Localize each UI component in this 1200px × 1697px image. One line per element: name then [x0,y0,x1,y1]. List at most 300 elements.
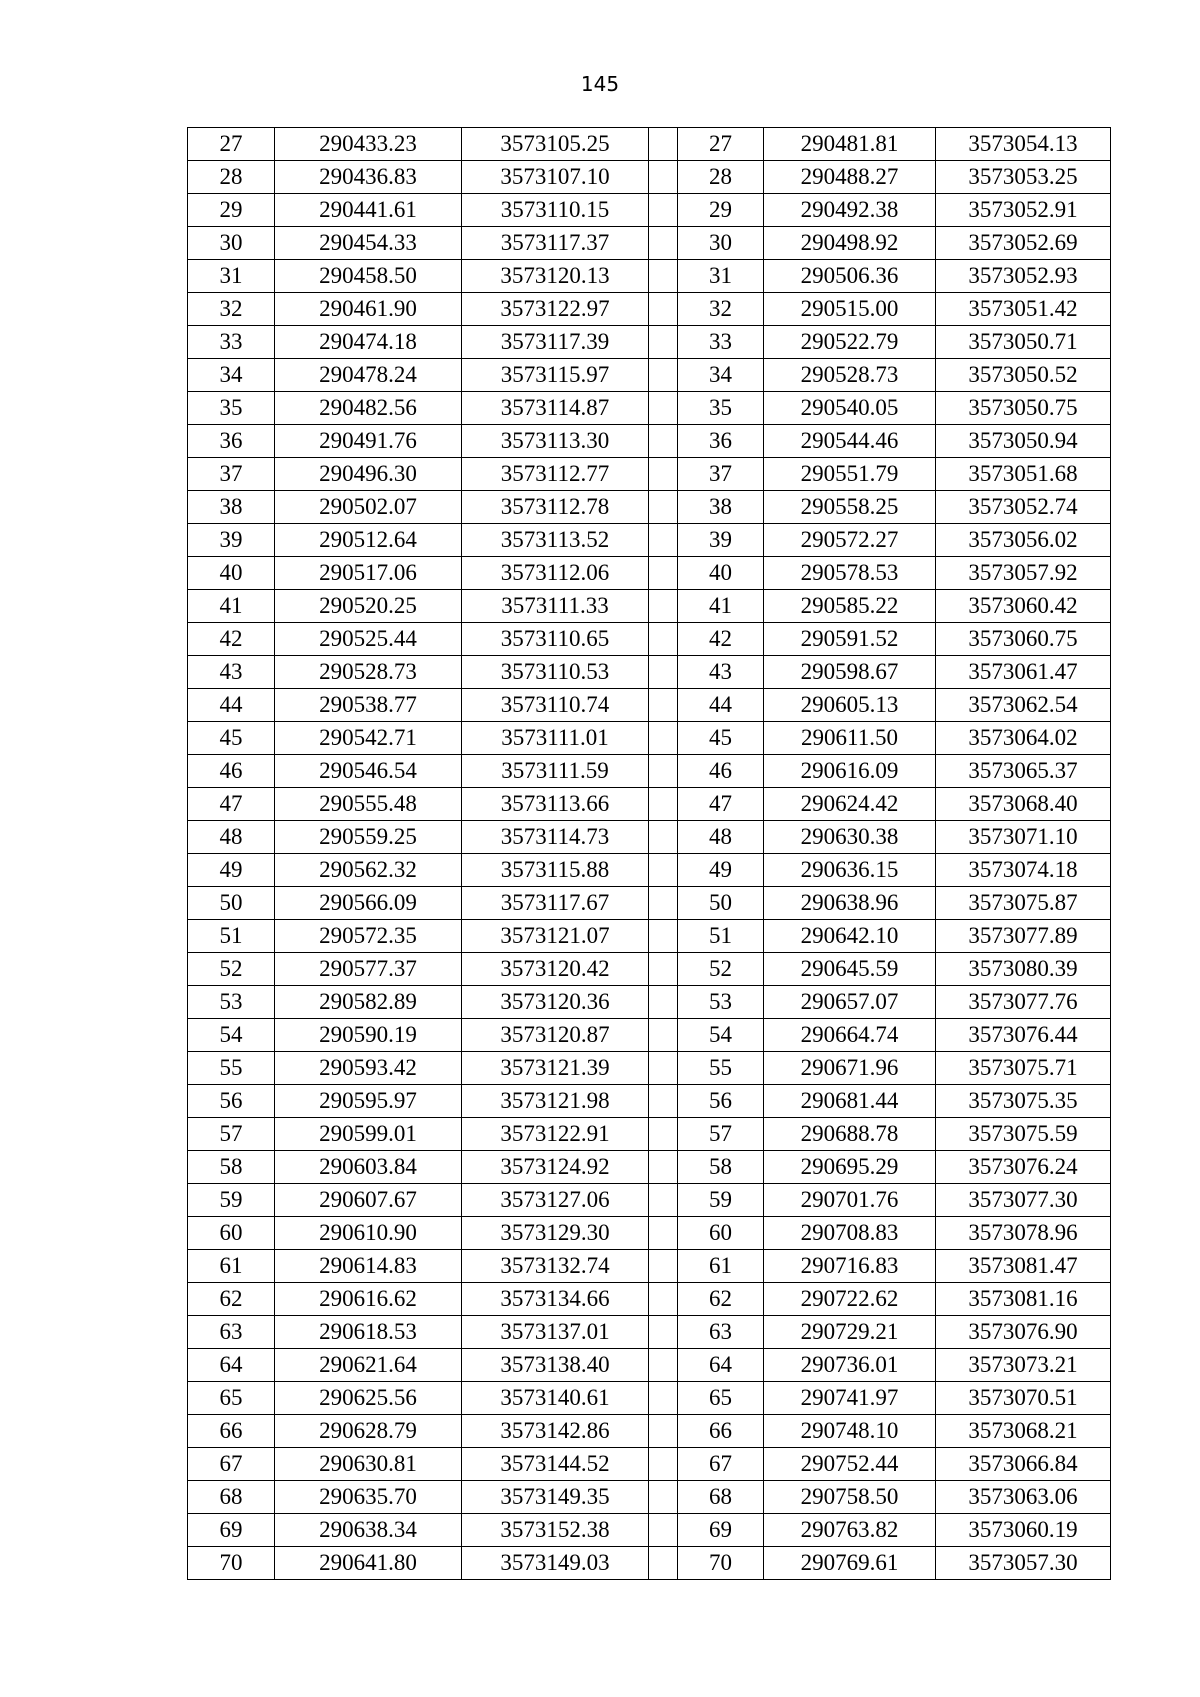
right-x-coordinate: 290657.07 [764,986,936,1019]
left-x-coordinate: 290436.83 [275,161,462,194]
left-y-coordinate: 3573121.39 [462,1052,649,1085]
table-row [188,788,1111,821]
right-x-coordinate: 290681.44 [764,1085,936,1118]
left-point-number: 27 [188,128,275,161]
right-x-coordinate: 290763.82 [764,1514,936,1547]
left-point-number: 29 [188,194,275,227]
column-gap [649,821,678,854]
right-point-number: 70 [678,1547,764,1580]
left-y-coordinate: 3573121.98 [462,1085,649,1118]
left-x-coordinate: 290610.90 [275,1217,462,1250]
left-y-coordinate: 3573137.01 [462,1316,649,1349]
right-x-coordinate: 290701.76 [764,1184,936,1217]
right-x-coordinate: 290506.36 [764,260,936,293]
column-gap [649,326,678,359]
table-row [188,557,1111,590]
left-x-coordinate: 290582.89 [275,986,462,1019]
left-y-coordinate: 3573111.33 [462,590,649,623]
left-y-coordinate: 3573144.52 [462,1448,649,1481]
column-gap [649,260,678,293]
column-gap [649,1085,678,1118]
table-row [188,722,1111,755]
table-row [188,392,1111,425]
left-point-number: 55 [188,1052,275,1085]
left-x-coordinate: 290638.34 [275,1514,462,1547]
left-x-coordinate: 290603.84 [275,1151,462,1184]
column-gap [649,128,678,161]
left-point-number: 35 [188,392,275,425]
column-gap [649,590,678,623]
left-x-coordinate: 290542.71 [275,722,462,755]
table-row [188,1019,1111,1052]
right-x-coordinate: 290729.21 [764,1316,936,1349]
column-gap [649,1052,678,1085]
table-row [188,1316,1111,1349]
column-gap [649,359,678,392]
left-x-coordinate: 290595.97 [275,1085,462,1118]
left-x-coordinate: 290502.07 [275,491,462,524]
column-gap [649,458,678,491]
table-row [188,1415,1111,1448]
right-x-coordinate: 290664.74 [764,1019,936,1052]
left-point-number: 65 [188,1382,275,1415]
right-y-coordinate: 3573050.71 [936,326,1111,359]
left-point-number: 32 [188,293,275,326]
left-y-coordinate: 3573110.15 [462,194,649,227]
right-y-coordinate: 3573081.47 [936,1250,1111,1283]
right-point-number: 29 [678,194,764,227]
right-y-coordinate: 3573066.84 [936,1448,1111,1481]
table-row [188,590,1111,623]
left-x-coordinate: 290577.37 [275,953,462,986]
right-x-coordinate: 290488.27 [764,161,936,194]
right-point-number: 57 [678,1118,764,1151]
left-x-coordinate: 290461.90 [275,293,462,326]
column-gap [649,1481,678,1514]
left-x-coordinate: 290517.06 [275,557,462,590]
right-point-number: 55 [678,1052,764,1085]
right-x-coordinate: 290515.00 [764,293,936,326]
right-point-number: 49 [678,854,764,887]
left-point-number: 30 [188,227,275,260]
right-point-number: 32 [678,293,764,326]
left-x-coordinate: 290614.83 [275,1250,462,1283]
right-y-coordinate: 3573057.30 [936,1547,1111,1580]
table-row [188,953,1111,986]
column-gap [649,1283,678,1316]
right-x-coordinate: 290544.46 [764,425,936,458]
left-point-number: 57 [188,1118,275,1151]
table-row [188,854,1111,887]
left-y-coordinate: 3573120.36 [462,986,649,1019]
left-x-coordinate: 290616.62 [275,1283,462,1316]
right-point-number: 46 [678,755,764,788]
left-point-number: 38 [188,491,275,524]
table-row [188,524,1111,557]
column-gap [649,1019,678,1052]
right-y-coordinate: 3573077.89 [936,920,1111,953]
right-y-coordinate: 3573075.71 [936,1052,1111,1085]
right-point-number: 68 [678,1481,764,1514]
column-gap [649,1118,678,1151]
left-y-coordinate: 3573117.37 [462,227,649,260]
right-x-coordinate: 290736.01 [764,1349,936,1382]
right-y-coordinate: 3573060.42 [936,590,1111,623]
right-point-number: 44 [678,689,764,722]
right-point-number: 60 [678,1217,764,1250]
left-y-coordinate: 3573117.39 [462,326,649,359]
left-y-coordinate: 3573140.61 [462,1382,649,1415]
left-x-coordinate: 290512.64 [275,524,462,557]
right-point-number: 47 [678,788,764,821]
right-point-number: 38 [678,491,764,524]
right-y-coordinate: 3573070.51 [936,1382,1111,1415]
left-x-coordinate: 290628.79 [275,1415,462,1448]
left-x-coordinate: 290525.44 [275,623,462,656]
right-point-number: 33 [678,326,764,359]
table-row [188,1151,1111,1184]
right-x-coordinate: 290752.44 [764,1448,936,1481]
right-point-number: 64 [678,1349,764,1382]
table-row [188,359,1111,392]
table-row [188,491,1111,524]
left-y-coordinate: 3573117.67 [462,887,649,920]
page-number: 145 [580,72,620,96]
right-y-coordinate: 3573075.59 [936,1118,1111,1151]
right-y-coordinate: 3573074.18 [936,854,1111,887]
left-point-number: 66 [188,1415,275,1448]
right-x-coordinate: 290636.15 [764,854,936,887]
left-x-coordinate: 290491.76 [275,425,462,458]
left-point-number: 63 [188,1316,275,1349]
column-gap [649,1382,678,1415]
right-x-coordinate: 290605.13 [764,689,936,722]
right-point-number: 66 [678,1415,764,1448]
left-x-coordinate: 290441.61 [275,194,462,227]
table-row [188,1481,1111,1514]
left-x-coordinate: 290593.42 [275,1052,462,1085]
right-point-number: 65 [678,1382,764,1415]
column-gap [649,1415,678,1448]
column-gap [649,161,678,194]
table-row [188,920,1111,953]
left-point-number: 62 [188,1283,275,1316]
table-row [188,1085,1111,1118]
table-row [188,887,1111,920]
column-gap [649,887,678,920]
right-x-coordinate: 290528.73 [764,359,936,392]
left-x-coordinate: 290458.50 [275,260,462,293]
left-point-number: 53 [188,986,275,1019]
left-x-coordinate: 290599.01 [275,1118,462,1151]
left-y-coordinate: 3573113.30 [462,425,649,458]
left-x-coordinate: 290562.32 [275,854,462,887]
column-gap [649,557,678,590]
coordinate-table-body [188,128,1111,1580]
column-gap [649,1184,678,1217]
left-point-number: 39 [188,524,275,557]
right-point-number: 59 [678,1184,764,1217]
column-gap [649,1316,678,1349]
right-point-number: 36 [678,425,764,458]
right-y-coordinate: 3573052.91 [936,194,1111,227]
column-gap [649,755,678,788]
right-x-coordinate: 290591.52 [764,623,936,656]
left-x-coordinate: 290590.19 [275,1019,462,1052]
left-y-coordinate: 3573152.38 [462,1514,649,1547]
left-y-coordinate: 3573127.06 [462,1184,649,1217]
table-row [188,689,1111,722]
right-y-coordinate: 3573050.94 [936,425,1111,458]
right-y-coordinate: 3573068.40 [936,788,1111,821]
left-y-coordinate: 3573122.91 [462,1118,649,1151]
left-y-coordinate: 3573110.53 [462,656,649,689]
left-y-coordinate: 3573107.10 [462,161,649,194]
table-row [188,623,1111,656]
table-row [188,293,1111,326]
right-point-number: 52 [678,953,764,986]
right-point-number: 31 [678,260,764,293]
right-point-number: 40 [678,557,764,590]
right-y-coordinate: 3573050.75 [936,392,1111,425]
right-point-number: 51 [678,920,764,953]
left-y-coordinate: 3573122.97 [462,293,649,326]
right-point-number: 48 [678,821,764,854]
right-y-coordinate: 3573075.35 [936,1085,1111,1118]
column-gap [649,1349,678,1382]
column-gap [649,656,678,689]
left-y-coordinate: 3573113.52 [462,524,649,557]
left-point-number: 43 [188,656,275,689]
column-gap [649,986,678,1019]
right-point-number: 28 [678,161,764,194]
left-x-coordinate: 290635.70 [275,1481,462,1514]
table-row [188,1283,1111,1316]
left-y-coordinate: 3573110.74 [462,689,649,722]
table-row [188,1052,1111,1085]
left-x-coordinate: 290559.25 [275,821,462,854]
column-gap [649,1448,678,1481]
right-point-number: 43 [678,656,764,689]
column-gap [649,1151,678,1184]
right-point-number: 37 [678,458,764,491]
right-y-coordinate: 3573077.30 [936,1184,1111,1217]
table-row [188,1118,1111,1151]
left-point-number: 51 [188,920,275,953]
left-y-coordinate: 3573110.65 [462,623,649,656]
column-gap [649,788,678,821]
right-point-number: 39 [678,524,764,557]
right-y-coordinate: 3573077.76 [936,986,1111,1019]
left-y-coordinate: 3573112.78 [462,491,649,524]
left-point-number: 48 [188,821,275,854]
table-row [188,1349,1111,1382]
left-x-coordinate: 290478.24 [275,359,462,392]
right-point-number: 27 [678,128,764,161]
left-y-coordinate: 3573115.88 [462,854,649,887]
right-x-coordinate: 290671.96 [764,1052,936,1085]
right-x-coordinate: 290748.10 [764,1415,936,1448]
left-point-number: 52 [188,953,275,986]
right-x-coordinate: 290585.22 [764,590,936,623]
right-point-number: 42 [678,623,764,656]
table-row [188,1250,1111,1283]
column-gap [649,491,678,524]
right-x-coordinate: 290758.50 [764,1481,936,1514]
left-point-number: 33 [188,326,275,359]
left-x-coordinate: 290528.73 [275,656,462,689]
left-y-coordinate: 3573114.73 [462,821,649,854]
left-point-number: 68 [188,1481,275,1514]
right-x-coordinate: 290551.79 [764,458,936,491]
right-x-coordinate: 290558.25 [764,491,936,524]
column-gap [649,1514,678,1547]
right-point-number: 56 [678,1085,764,1118]
column-gap [649,1217,678,1250]
right-y-coordinate: 3573054.13 [936,128,1111,161]
left-x-coordinate: 290482.56 [275,392,462,425]
left-y-coordinate: 3573124.92 [462,1151,649,1184]
left-point-number: 31 [188,260,275,293]
left-y-coordinate: 3573114.87 [462,392,649,425]
right-y-coordinate: 3573078.96 [936,1217,1111,1250]
right-y-coordinate: 3573052.74 [936,491,1111,524]
table-row [188,128,1111,161]
right-y-coordinate: 3573052.93 [936,260,1111,293]
left-point-number: 28 [188,161,275,194]
left-point-number: 67 [188,1448,275,1481]
right-x-coordinate: 290522.79 [764,326,936,359]
right-point-number: 53 [678,986,764,1019]
left-x-coordinate: 290496.30 [275,458,462,491]
right-y-coordinate: 3573056.02 [936,524,1111,557]
left-x-coordinate: 290555.48 [275,788,462,821]
left-y-coordinate: 3573149.03 [462,1547,649,1580]
left-x-coordinate: 290538.77 [275,689,462,722]
table-row [188,1547,1111,1580]
right-x-coordinate: 290498.92 [764,227,936,260]
left-point-number: 50 [188,887,275,920]
right-point-number: 50 [678,887,764,920]
left-y-coordinate: 3573149.35 [462,1481,649,1514]
right-x-coordinate: 290708.83 [764,1217,936,1250]
right-y-coordinate: 3573053.25 [936,161,1111,194]
table-row [188,986,1111,1019]
left-y-coordinate: 3573111.01 [462,722,649,755]
left-point-number: 34 [188,359,275,392]
right-y-coordinate: 3573076.90 [936,1316,1111,1349]
left-point-number: 44 [188,689,275,722]
right-y-coordinate: 3573081.16 [936,1283,1111,1316]
left-y-coordinate: 3573121.07 [462,920,649,953]
left-y-coordinate: 3573105.25 [462,128,649,161]
coordinate-table [187,127,1111,1580]
table-row [188,1184,1111,1217]
column-gap [649,1250,678,1283]
left-point-number: 41 [188,590,275,623]
right-y-coordinate: 3573060.75 [936,623,1111,656]
left-y-coordinate: 3573113.66 [462,788,649,821]
table-row [188,326,1111,359]
left-point-number: 47 [188,788,275,821]
left-y-coordinate: 3573129.30 [462,1217,649,1250]
right-x-coordinate: 290695.29 [764,1151,936,1184]
right-y-coordinate: 3573062.54 [936,689,1111,722]
right-x-coordinate: 290722.62 [764,1283,936,1316]
left-y-coordinate: 3573111.59 [462,755,649,788]
right-y-coordinate: 3573076.24 [936,1151,1111,1184]
left-x-coordinate: 290474.18 [275,326,462,359]
column-gap [649,854,678,887]
left-x-coordinate: 290433.23 [275,128,462,161]
right-x-coordinate: 290642.10 [764,920,936,953]
left-point-number: 64 [188,1349,275,1382]
right-x-coordinate: 290638.96 [764,887,936,920]
right-y-coordinate: 3573061.47 [936,656,1111,689]
left-x-coordinate: 290454.33 [275,227,462,260]
left-point-number: 37 [188,458,275,491]
column-gap [649,227,678,260]
left-point-number: 54 [188,1019,275,1052]
right-y-coordinate: 3573050.52 [936,359,1111,392]
left-point-number: 40 [188,557,275,590]
right-point-number: 34 [678,359,764,392]
right-point-number: 35 [678,392,764,425]
right-point-number: 63 [678,1316,764,1349]
left-x-coordinate: 290520.25 [275,590,462,623]
right-x-coordinate: 290540.05 [764,392,936,425]
left-y-coordinate: 3573134.66 [462,1283,649,1316]
right-x-coordinate: 290616.09 [764,755,936,788]
right-x-coordinate: 290572.27 [764,524,936,557]
column-gap [649,623,678,656]
left-point-number: 69 [188,1514,275,1547]
right-x-coordinate: 290598.67 [764,656,936,689]
column-gap [649,689,678,722]
left-y-coordinate: 3573120.42 [462,953,649,986]
right-y-coordinate: 3573076.44 [936,1019,1111,1052]
right-y-coordinate: 3573060.19 [936,1514,1111,1547]
column-gap [649,293,678,326]
column-gap [649,953,678,986]
column-gap [649,524,678,557]
left-y-coordinate: 3573112.06 [462,557,649,590]
left-y-coordinate: 3573120.13 [462,260,649,293]
column-gap [649,425,678,458]
left-x-coordinate: 290630.81 [275,1448,462,1481]
right-y-coordinate: 3573080.39 [936,953,1111,986]
right-y-coordinate: 3573052.69 [936,227,1111,260]
right-x-coordinate: 290481.81 [764,128,936,161]
right-y-coordinate: 3573064.02 [936,722,1111,755]
table-row [188,425,1111,458]
right-point-number: 69 [678,1514,764,1547]
right-y-coordinate: 3573051.68 [936,458,1111,491]
left-y-coordinate: 3573115.97 [462,359,649,392]
table-row [188,1217,1111,1250]
table-row [188,194,1111,227]
right-x-coordinate: 290624.42 [764,788,936,821]
left-y-coordinate: 3573120.87 [462,1019,649,1052]
left-x-coordinate: 290546.54 [275,755,462,788]
table-row [188,260,1111,293]
left-x-coordinate: 290607.67 [275,1184,462,1217]
column-gap [649,920,678,953]
left-y-coordinate: 3573138.40 [462,1349,649,1382]
column-gap [649,1547,678,1580]
right-x-coordinate: 290630.38 [764,821,936,854]
left-point-number: 59 [188,1184,275,1217]
